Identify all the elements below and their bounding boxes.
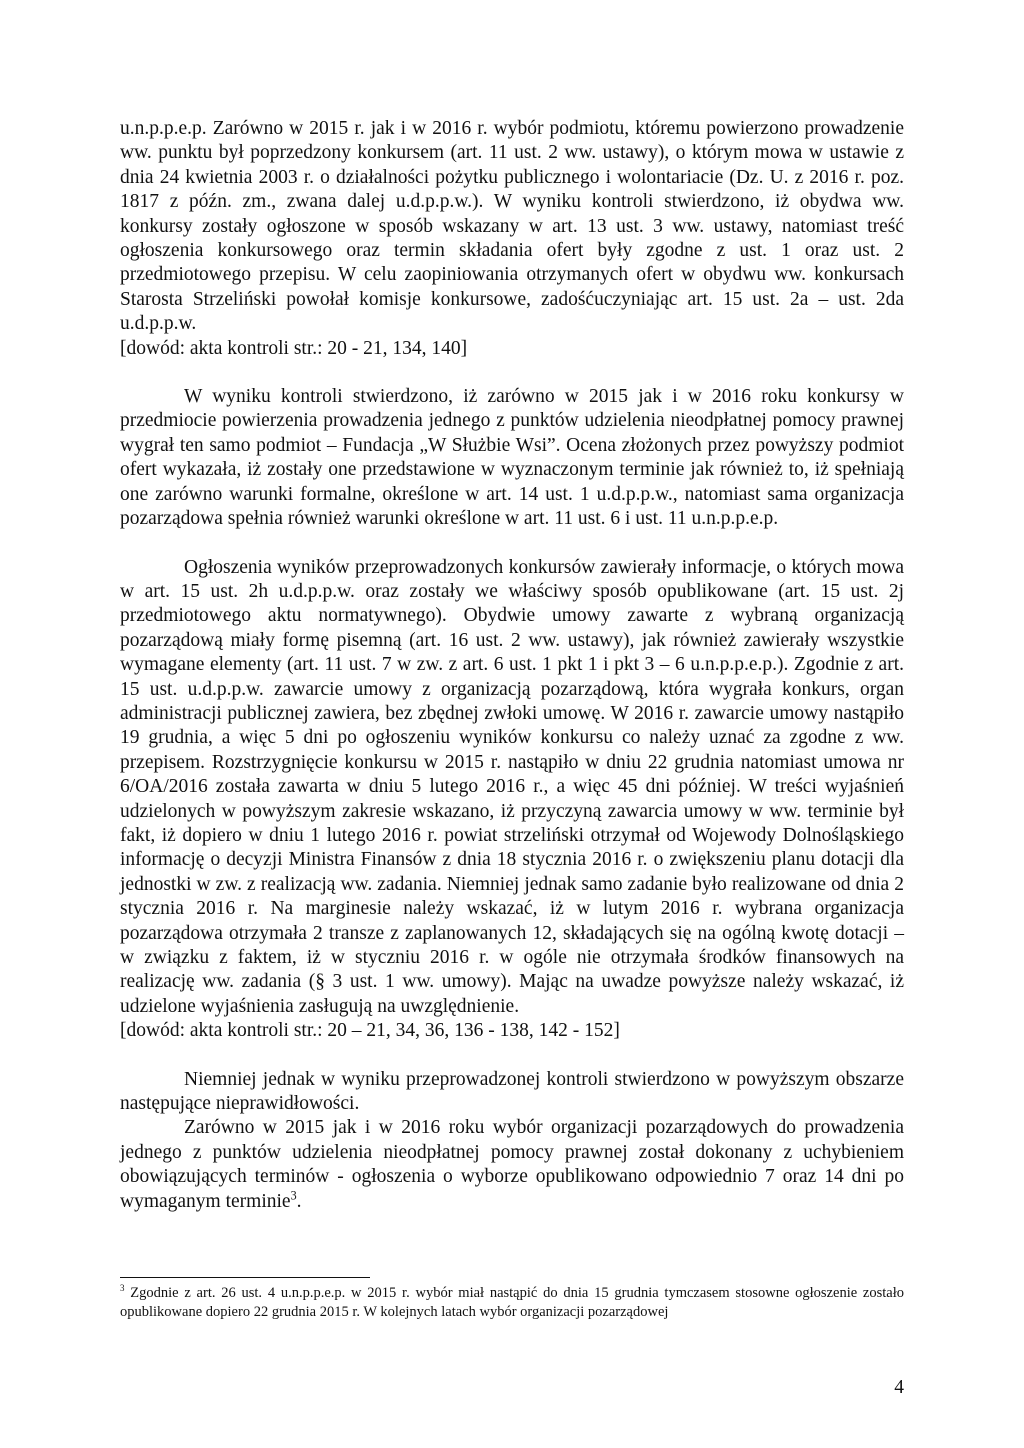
paragraph-2: W wyniku kontroli stwierdzono, iż zarówno w 2015 jak i w 2016 roku konkursy w przedmiocie powierzenia prowadzenia jednego z punktów udzielenia nieodpłatnej pomocy prawnej wygrał ten samo podmiot – Fundacja „W Służbie Wsi”. Ocena złożonych przez powyższy podmiot ofert wykazała, iż zostały one przedstawione w wyznaczonym terminie jak również to, iż spełniają one zarówno warunki formalne, określone w art. 14 ust. 1 u.d.p.p.w., natomiast sama organizacja pozarządowa spełnia również warunki określone w art. 11 ust. 6 i ust. 11 u.n.p.p.e.p. [120, 386, 904, 530]
footnote-text: Zgodnie z art. 26 ust. 4 u.n.p.p.e.p. w 2015 r. wybór miał nastąpić do dnia 15 grudnia tymczasem stosowne ogłoszenie zostało opublikowane dopiero 22 grudnia 2015 r. W kolejnych latach wybór organizacji pozarządowej [120, 1285, 904, 1320]
footnote [120, 1284, 904, 1322]
evidence-note-2: [dowód: akta kontroli str.: 20 – 21, 34, 36, 136 - 138, 142 - 152] [120, 1020, 620, 1042]
paragraph-5-text: Zarówno w 2015 jak i w 2016 roku wybór organizacji pozarządowych do prowadzenia jednego z punktów udzielenia nieodpłatnej pomocy prawnej został dokonany z uchybieniem obowiązujących terminów - ogłoszenia o wyborze opublikowano odpowiednio 7 oraz 14 dni po wymaganym terminie [120, 1117, 904, 1212]
paragraph-5 [120, 1116, 904, 1214]
paragraph-1: u.n.p.p.e.p. Zarówno w 2015 r. jak i w 2016 r. wybór podmiotu, któremu powierzono prowadzenie ww. punktu był poprzedzony konkursem (art. 11 ust. 2 ww. ustawy), o którym mowa w ustawie z dnia 24 kwietnia 2003 r. o działalności pożytku publicznego i wolontariacie (Dz. U. z 2016 r. poz. 1817 z późn. zm., zwana dalej u.d.p.p.w.). W wyniku kontroli stwierdzono, iż obydwa ww. konkursy zostały ogłoszone w sposób wskazany w art. 13 ust. 3 ww. ustawy, natomiast treść ogłoszenia konkursowego oraz termin składania ofert były zgodne z ust. 1 oraz ust. 2 przedmiotowego przepisu. W celu zaopiniowania otrzymanych ofert w obydwu ww. konkursach Starosta Strzeliński powołał komisje konkursowe, zadośćuczyniając art. 15 ust. 2a – ust. 2da u.d.p.p.w. [120, 118, 904, 335]
footnote-separator [120, 1277, 370, 1278]
paragraph-3: Ogłoszenia wyników przeprowadzonych konkursów zawierały informacje, o których mowa w art. 15 ust. 2h u.d.p.p.w. oraz zostały we właściwy sposób opublikowane (art. 15 ust. 2j przedmiotowego aktu normatywnego). Obydwie umowy zawarte z wybraną organizacją pozarządową miały formę pisemną (art. 16 ust. 2 ww. ustawy), jak również zawierały wszystkie wymagane elementy (art. 11 ust. 7 w zw. z art. 6 ust. 1 pkt 1 i pkt 3 – 6 u.n.p.p.e.p.). Zgodnie z art. 15 ust. u.d.p.p.w. zawarcie umowy z organizacją pozarządową, która wygrała konkurs, organ administracji publicznej zawiera, bez zbędnej zwłoki umowę. W 2016 r. zawarcie umowy nastąpiło 19 grudnia, a więc 5 dni po ogłoszeniu wyników konkursu co należy uznać za zgodne z ww. przepisem. Rozstrzygnięcie konkursu w 2015 r. nastąpiło w dniu 22 grudnia natomiast umowa nr 6/OA/2016 została zawarta w dniu 5 lutego 2016 r., a więc 45 dni później. W treści wyjaśnień udzielonych w powyższym zakresie wskazano, iż przyczyną zawarcia umowy w ww. terminie był fakt, iż dopiero w dniu 1 lutego 2016 r. powiat strzeliński otrzymał od Wojewody Dolnośląskiego informację o decyzji Ministra Finansów z dnia 18 stycznia 2016 r. o zwiększeniu planu dotacji dla jednostki w zw. z realizacją ww. zadania. Niemniej jednak samo zadanie było realizowane od dnia 2 stycznia 2016 r. Na marginesie należy wskazać, iż w lutym 2016 r. wybrana organizacja pozarządowa otrzymała 2 transze z zaplanowanych 12, składających się na ogólną kwotę dotacji – w związku z faktem, iż w styczniu 2016 r. w ogóle nie otrzymała środków finansowych na realizację ww. zadania (§ 3 ust. 1 ww. umowy). Mając na uwadze powyższe należy wskazać, iż udzielone wyjaśnienia zasługują na uwzględnienie. [120, 556, 904, 1017]
evidence-note-1: [dowód: akta kontroli str.: 20 - 21, 134, 140] [120, 337, 468, 359]
paragraph-4: Niemniej jednak w wyniku przeprowadzonej kontroli stwierdzono w powyższym obszarze następujące nieprawidłowości. [120, 1068, 904, 1115]
paragraph-5-tail: . [296, 1190, 302, 1212]
footnote-reference: 3 [290, 1188, 297, 1203]
page-number: 4 [894, 1377, 904, 1398]
paragraph-gap [120, 532, 904, 556]
footnote-marker: 3 [120, 1283, 125, 1294]
paragraph-gap [120, 361, 904, 385]
body-text [120, 117, 904, 1214]
paragraph-gap [120, 1044, 904, 1068]
